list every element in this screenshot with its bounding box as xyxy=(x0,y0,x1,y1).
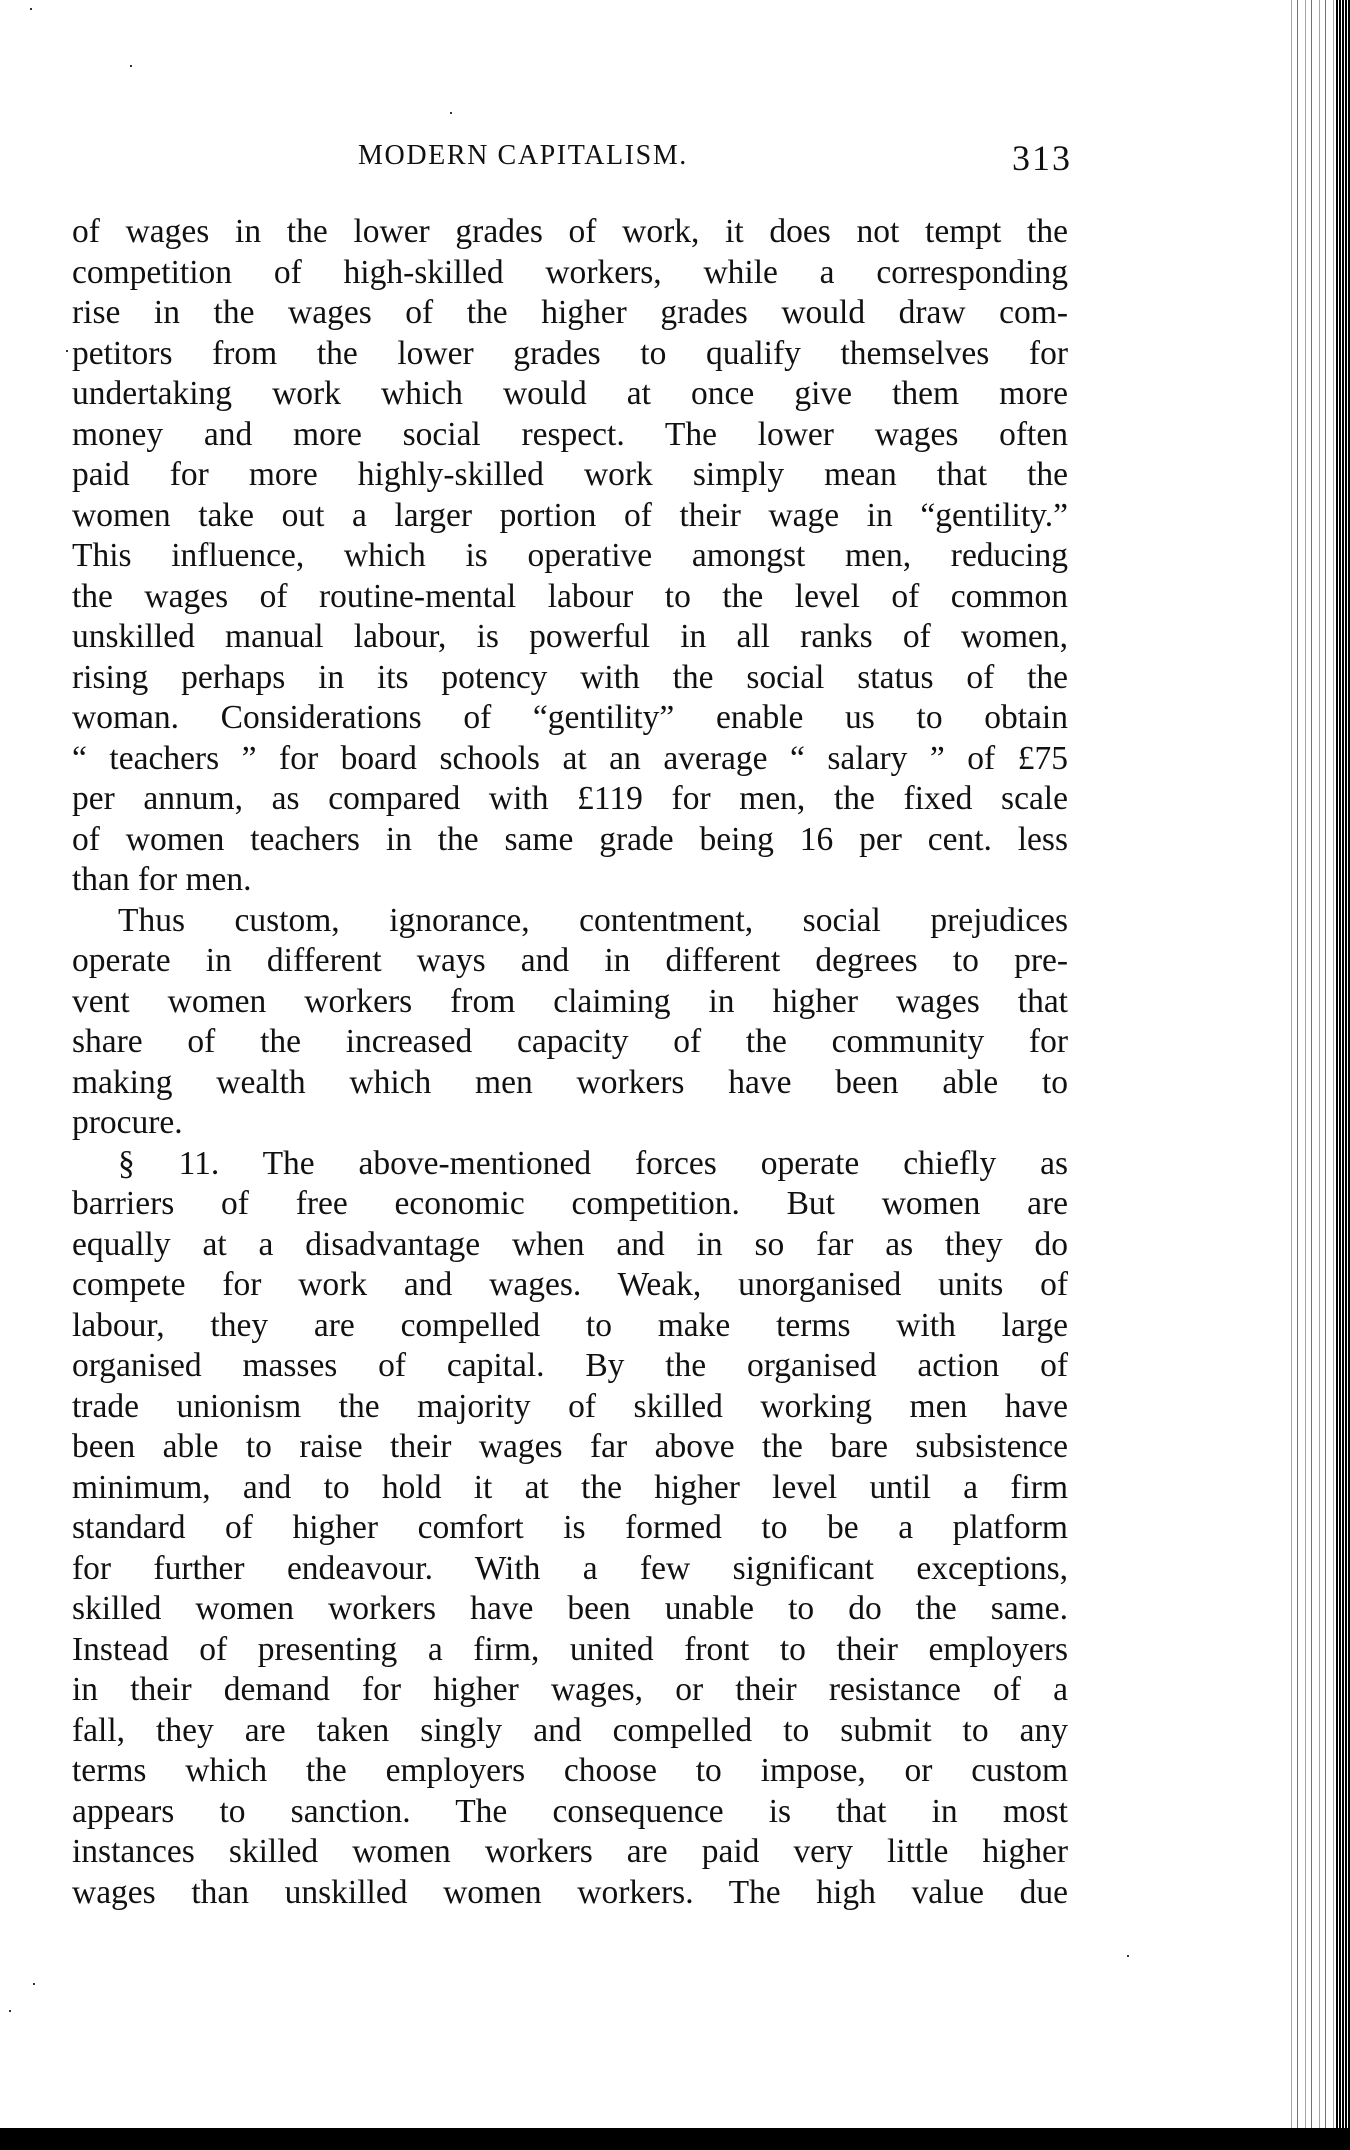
section-start-line: § 11. The above-mentioned forces operate chiefly as xyxy=(118,1144,1068,1182)
text-line: organised masses of capital. By the organised action of xyxy=(72,1347,1068,1384)
page-number: 313 xyxy=(1012,138,1072,178)
paragraph-start-line: Thus custom, ignorance, contentment, social prejudices xyxy=(118,901,1068,939)
text-line: minimum, and to hold it at the higher level until a firm xyxy=(72,1468,1068,1506)
running-title: MODERN CAPITALISM. xyxy=(358,140,688,171)
text-line: vent women workers from claiming in higher wages that xyxy=(72,982,1068,1020)
text-line: operate in different ways and in different degrees to pre- xyxy=(72,942,1068,979)
text-line: of women teachers in the same grade being 16 per cent. less xyxy=(72,820,1068,858)
text-line: per annum, as compared with £119 for men, the fixed scale xyxy=(72,780,1068,817)
text-line: trade unionism the majority of skilled working men have xyxy=(72,1387,1068,1425)
scan-speck xyxy=(33,1983,35,1985)
scan-speck xyxy=(66,350,68,352)
scan-bottom-border xyxy=(0,2128,1350,2150)
text-line: fall, they are taken singly and compelled to submit to any xyxy=(72,1711,1068,1749)
text-line: been able to raise their wages far above the bare subsistence xyxy=(72,1428,1068,1465)
scan-speck xyxy=(450,112,452,114)
text-line: equally at a disadvantage when and in so far as they do xyxy=(72,1225,1068,1263)
text-line: in their demand for higher wages, or their resistance of a xyxy=(72,1671,1068,1708)
binding-shadow xyxy=(1336,0,1350,2128)
scan-speck xyxy=(30,8,32,10)
text-line: barriers of free economic competition. But women are xyxy=(72,1185,1068,1222)
page-binding-edge xyxy=(1288,0,1350,2128)
text-line: petitors from the lower grades to qualify themselves for xyxy=(72,334,1068,372)
text-line: the wages of routine-mental labour to the level of common xyxy=(72,577,1068,615)
text-line: compete for work and wages. Weak, unorganised units of xyxy=(72,1266,1068,1303)
paragraph-end-line: than for men. xyxy=(72,861,252,898)
text-line: undertaking work which would at once give them more xyxy=(72,375,1068,412)
text-line: competition of high-skilled workers, while a corresponding xyxy=(72,253,1068,291)
text-line: This influence, which is operative amongst men, reducing xyxy=(72,537,1068,574)
text-line: unskilled manual labour, is powerful in all ranks of women, xyxy=(72,618,1068,655)
text-line: for further endeavour. With a few significant exceptions, xyxy=(72,1549,1068,1587)
text-line: terms which the employers choose to impose, or custom xyxy=(72,1752,1068,1789)
body-text xyxy=(72,212,1068,1913)
text-line: standard of higher comfort is formed to be a platform xyxy=(72,1509,1068,1546)
scan-speck xyxy=(9,2010,11,2012)
running-head xyxy=(72,136,1072,178)
text-line: making wealth which men workers have been able to xyxy=(72,1063,1068,1101)
text-line: of wages in the lower grades of work, it does not tempt the xyxy=(72,213,1068,250)
scan-speck xyxy=(130,65,132,67)
paragraph-end-line: procure. xyxy=(72,1104,183,1141)
text-line: appears to sanction. The consequence is that in most xyxy=(72,1792,1068,1830)
text-line: rising perhaps in its potency with the social status of the xyxy=(72,658,1068,696)
text-line: rise in the wages of the higher grades would draw com- xyxy=(72,294,1068,331)
text-line: Instead of presenting a firm, united front to their employers xyxy=(72,1630,1068,1668)
scan-speck xyxy=(1127,1955,1129,1957)
text-line: instances skilled women workers are paid very little higher xyxy=(72,1833,1068,1870)
text-line: women take out a larger portion of their wage in “gentility.” xyxy=(72,496,1068,534)
text-line: woman. Considerations of “gentility” enable us to obtain xyxy=(72,699,1068,736)
text-line: “ teachers ” for board schools at an average “ salary ” of £75 xyxy=(72,739,1068,777)
text-line: paid for more highly-skilled work simply mean that the xyxy=(72,456,1068,493)
text-line: skilled women workers have been unable to do the same. xyxy=(72,1590,1068,1627)
text-line: labour, they are compelled to make terms with large xyxy=(72,1306,1068,1344)
text-line: share of the increased capacity of the community for xyxy=(72,1023,1068,1060)
text-line: money and more social respect. The lower wages often xyxy=(72,415,1068,453)
text-line: wages than unskilled women workers. The high value due xyxy=(72,1873,1068,1911)
